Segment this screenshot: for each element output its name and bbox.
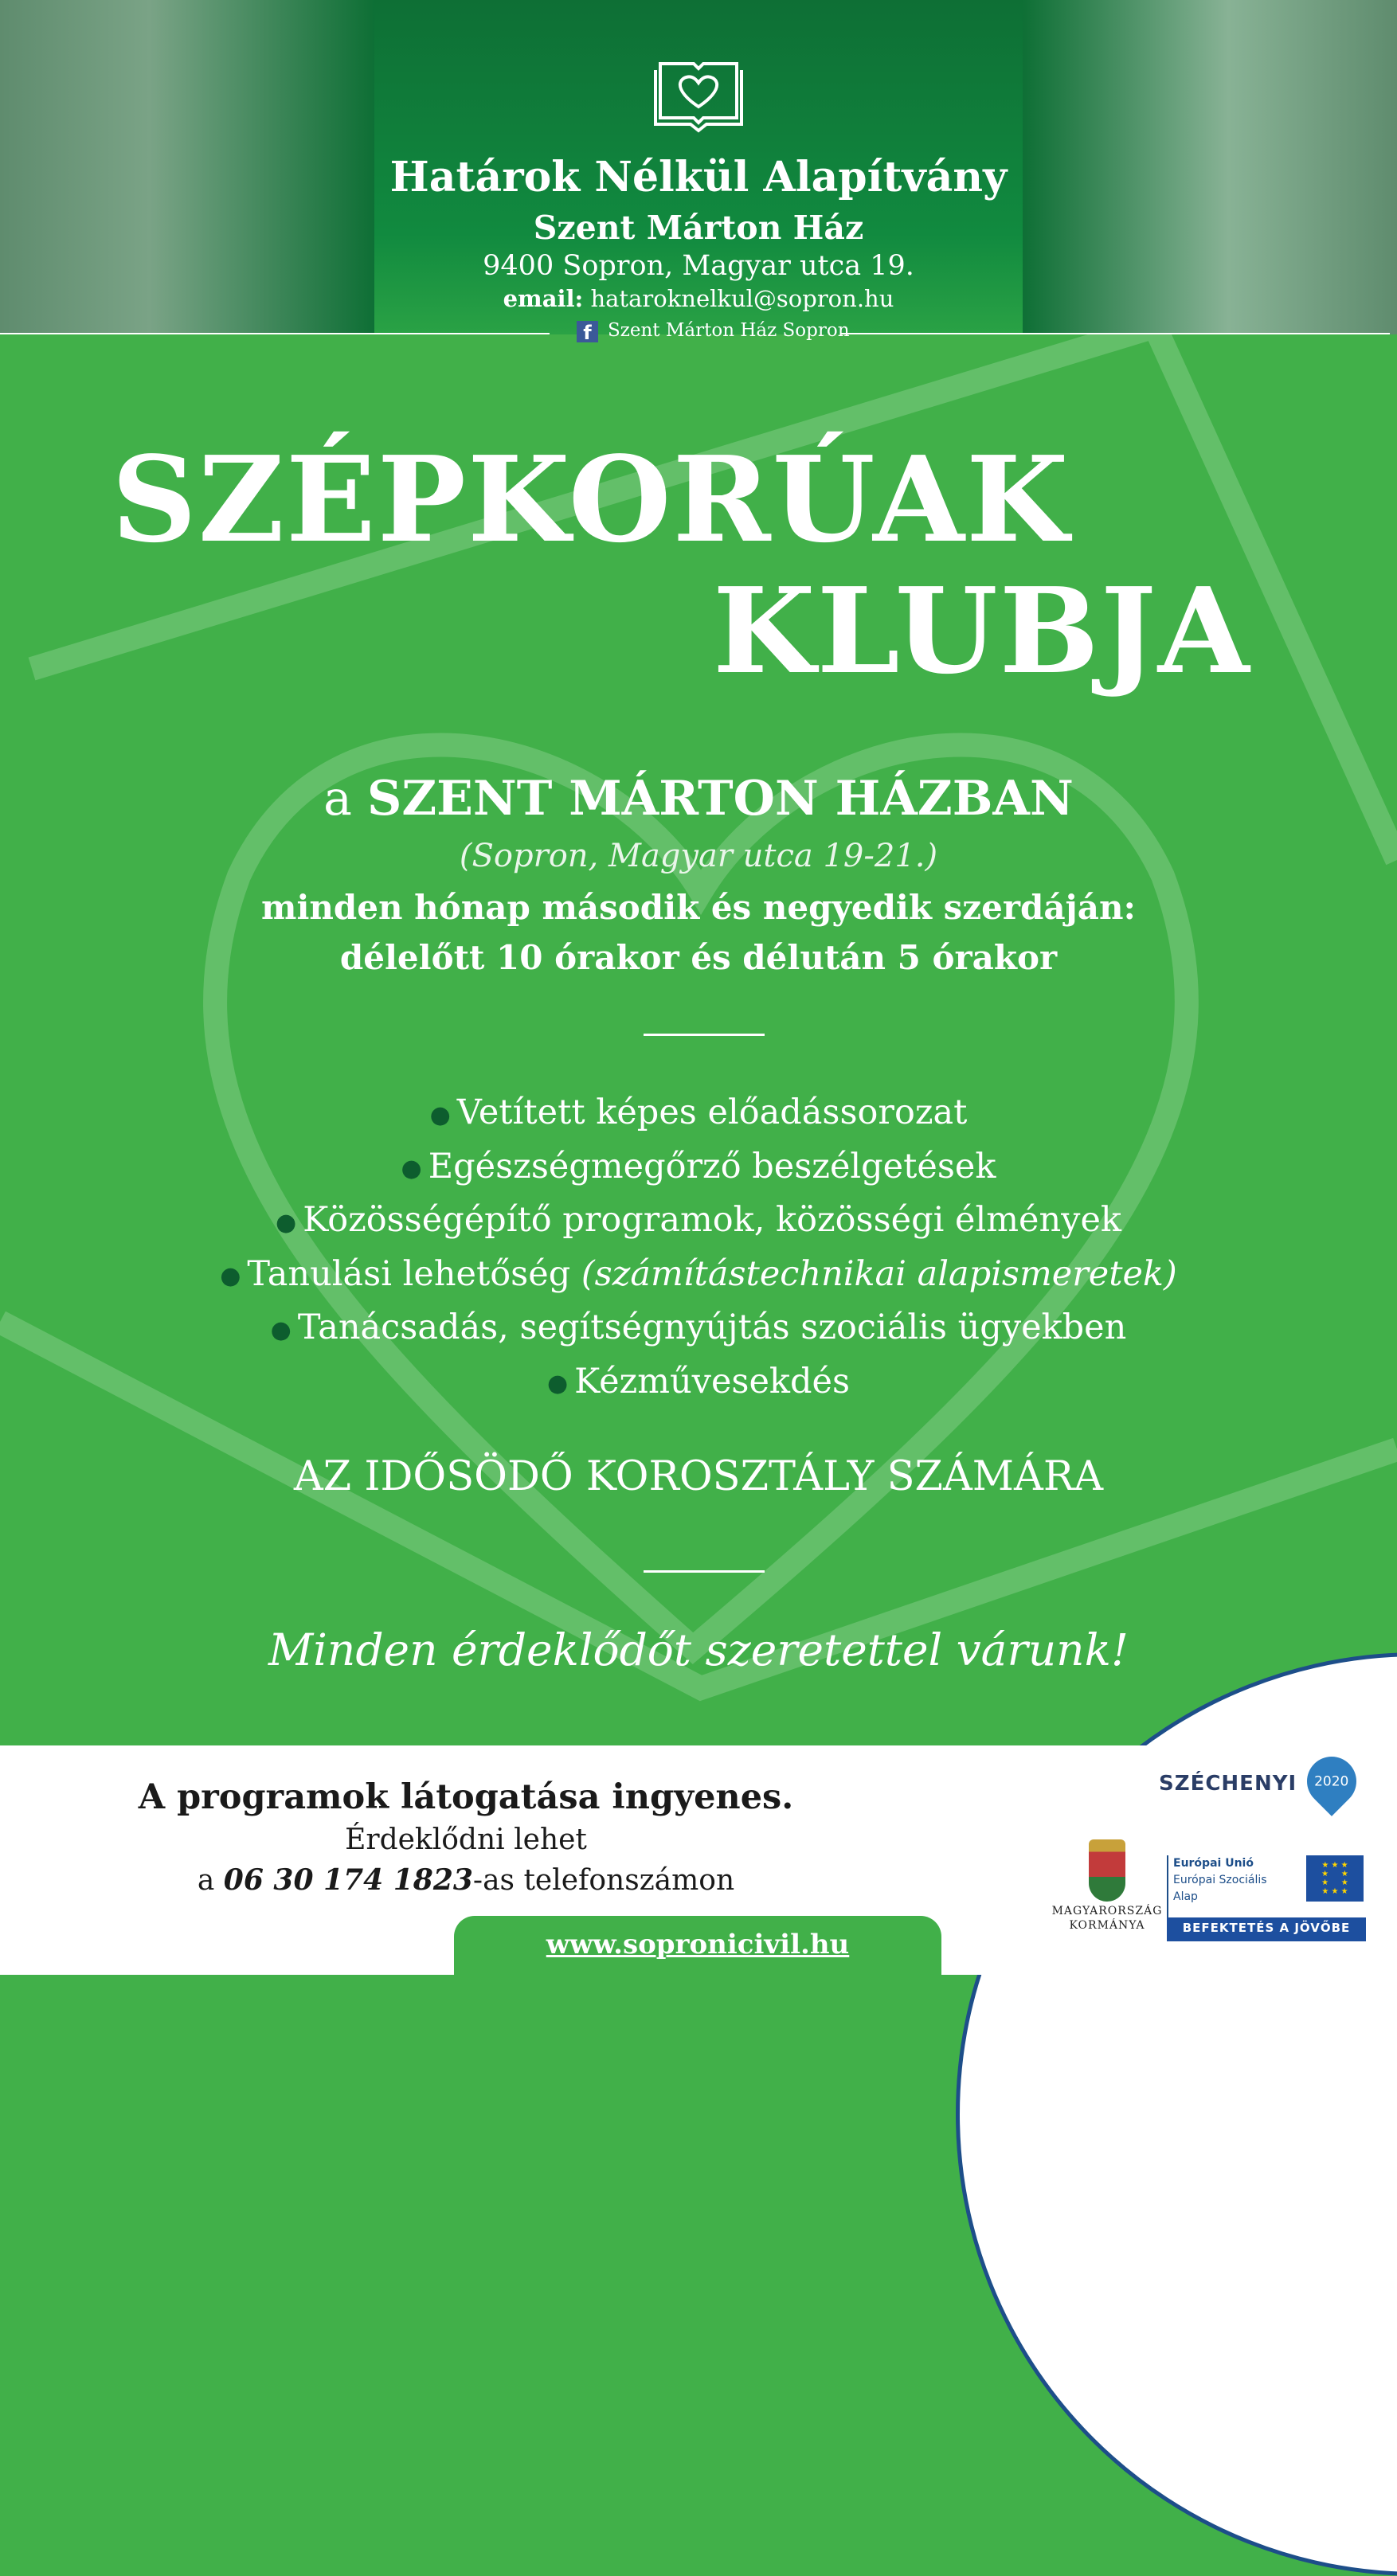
target-group: AZ IDŐSÖDŐ KOROSZTÁLY SZÁMÁRA (293, 1453, 1104, 1500)
phone-prefix: a (197, 1864, 215, 1897)
header-banner (0, 0, 1397, 334)
hungarian-crest-icon (1089, 1839, 1125, 1902)
bullet-icon: ● (270, 1315, 292, 1344)
activities-list (0, 1087, 1397, 1409)
venue-name: SZENT MÁRTON HÁZBAN (367, 771, 1074, 827)
welcome-message: Minden érdeklődőt szeretettel várunk! (268, 1624, 1129, 1675)
activity-text: Tanácsadás, segítségnyújtás szociális ügyekben (297, 1308, 1127, 1347)
government-label-line1: MAGYARORSZÁG (1051, 1905, 1163, 1917)
bullet-icon: ● (546, 1370, 569, 1397)
activity-detail: (számítástechnikai alapismeretek) (581, 1253, 1177, 1294)
activity-text: Közösségépítő programok, közösségi élmények (303, 1200, 1121, 1240)
poster-title-line1: SZÉPKORÚAK (112, 430, 1070, 569)
section-divider (644, 1034, 765, 1036)
schedule-days: minden hónap második és negyedik szerdáján: (261, 888, 1136, 927)
free-admission-note: A programok látogatása ingyenes. (138, 1777, 794, 1817)
facebook-icon: f (577, 321, 598, 342)
activity-item (0, 1087, 1397, 1141)
poster-title-line2: KLUBJA (713, 561, 1251, 700)
eu-tagline: BEFEKTETÉS A JÖVŐBE (1182, 1921, 1351, 1935)
venue-address: (Sopron, Magyar utca 19-21.) (459, 838, 938, 874)
venue-line (0, 771, 1397, 827)
szechenyi-logo-text: SZÉCHENYI (1159, 1772, 1297, 1796)
phone-number[interactable]: 06 30 174 1823 (223, 1863, 473, 1897)
phone-line (20, 1863, 912, 1897)
email-label: email: (503, 285, 584, 312)
activity-text: Tanulási lehetőség (247, 1253, 571, 1294)
eu-label-line3: Alap (1173, 1890, 1198, 1903)
organization-name: Határok Nélkül Alapítvány (389, 153, 1008, 201)
email-address[interactable]: hataroknelkul@sopron.hu (590, 285, 894, 312)
phone-suffix: -as telefonszámon (472, 1864, 735, 1897)
section-divider (644, 1570, 765, 1573)
activity-item (0, 1141, 1397, 1195)
venue-prefix: a (323, 771, 352, 827)
website-link[interactable]: www.sopronicivil.hu (546, 1929, 850, 1960)
activity-text: Kézművesekdés (574, 1361, 851, 1401)
bullet-icon: ● (429, 1100, 451, 1129)
bullet-icon: ● (220, 1262, 241, 1290)
bullet-icon: ● (276, 1208, 297, 1237)
activity-item (0, 1356, 1397, 1410)
eu-stars-icon: ★ ★ ★ ★ ★ ★ ★ ★ ★ ★ (1321, 1861, 1348, 1896)
activity-item (0, 1194, 1397, 1249)
activity-text: Vetített képes előadássorozat (456, 1093, 968, 1132)
activity-item (0, 1249, 1397, 1303)
activity-item (0, 1302, 1397, 1356)
activity-text: Egészségmegőrző beszélgetések (428, 1146, 996, 1186)
facebook-page-name: Szent Márton Ház Sopron (608, 320, 850, 341)
inquiry-note: Érdeklődni lehet (345, 1824, 587, 1856)
eu-label-line2: Európai Szociális (1173, 1874, 1267, 1886)
header-address: 9400 Sopron, Magyar utca 19. (483, 250, 914, 282)
book-heart-logo-icon (649, 56, 748, 134)
schedule-times: délelőtt 10 órakor és délután 5 órakor (339, 938, 1058, 977)
government-label-line2: KORMÁNYA (1069, 1919, 1145, 1932)
email-line (0, 285, 1397, 312)
house-name: Szent Márton Ház (533, 209, 864, 247)
eu-label-line1: Európai Unió (1173, 1857, 1254, 1870)
szechenyi-year: 2020 (1314, 1773, 1349, 1790)
bullet-icon: ● (401, 1155, 422, 1182)
